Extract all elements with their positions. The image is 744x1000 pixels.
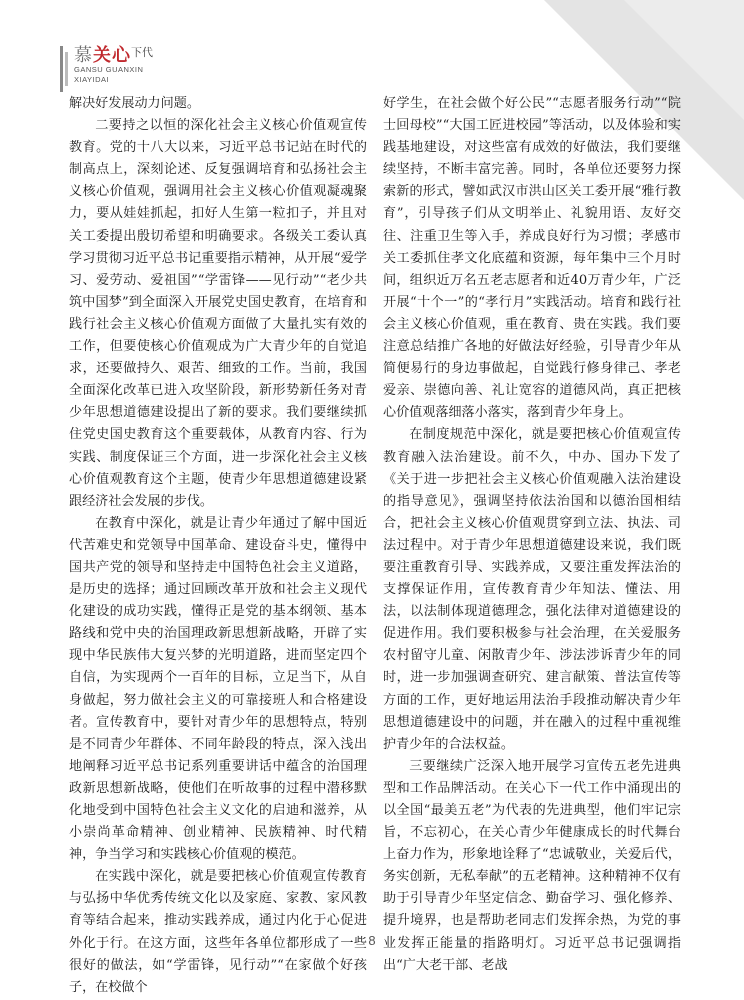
paragraph: 在制度规范中深化，就是要把核心价值观宣传教育融入法治建设。前不久，中办、国办下发了《关于进一步把社会主义核心价值观融入法治建设的指导意见》，强调坚持依法治国和以德治国相结合，把社会主义核心价值观贯穿到立法、执法、司法过程中。对于青少年思想道德建设来说，我们既要注重教育引导、实践养成，又要注重发挥法治的支撑保证作用，宣传教育青少年知法、懂法、用法，以法制体现道德理念，强化法律对道德建设的促进作用。我们要积极参与社会治理，在关爱服务农村留守儿童、闲散青少年、涉法涉诉青少年的同时，进一步加强调查研究、建言献策、普法宣传等方面的工作，更好地运用法治手段推动解决青少年思想道德建设中的问题，并在融入的过程中重视维护青少年的合法权益。	[383, 427, 681, 752]
logo-bar-icon	[58, 46, 72, 92]
magazine-logo	[58, 42, 198, 96]
logo-chinese	[74, 42, 153, 67]
paragraph: 在教育中深化，就是让青少年通过了解中国近代苦难史和党领导中国革命、建设奋斗史，懂得中国共产党的领导和坚持走中国特色社会主义道路，是历史的选择；通过回顾改革开放和社会主义现代化建设的成功实践，懂得正是党的基本纲领、基本路线和党中央的治国理政新思想新战略，开辟了实现中华民族伟大复兴梦的光明道路，进而坚定四个自信，为实现两个一百年的目标，立足当下，从自身做起，努力做社会主义的可靠接班人和合格建设者。宣传教育中，要针对青少年的思想特点，特别是不同青少年群体、不同年龄段的特点，深入浅出地阐释习近平总书记系列重要讲话中蕴含的治国理政新思想新战略，使他们在听故事的过程中潜移默化地受到中国特色社会主义文化的启迪和滋养，从小崇尚革命精神、创业精神、民族精神、时代精神，争当学习和实践核心价值观的模范。	[69, 515, 367, 863]
right-column	[383, 93, 681, 977]
logo-char: 关	[93, 45, 112, 66]
page-number: 8	[368, 933, 376, 948]
paragraph: 好学生，在社会做个好公民”“志愿者服务行动”“院士回母校”“大国工匠进校园”等活动，以及体验和实践基地建设，对这些富有成效的好做法，我们要继续坚持，不断丰富完善。同时，各单位还要努力探索新的形式，譬如武汉市洪山区关工委开展“雅行教育”，引导孩子们从文明举止、礼貌用语、友好交往、注重卫生等入手，养成良好行为习惯；孝感市关工委抓住孝文化底蕴和资源，每年集中三个月时间，组织近万名五老志愿者和近40万青少年，广泛开展“十个一”的“孝行月”实践活动。培育和践行社会主义核心价值观，重在教育、贵在实践。我们要注意总结推广各地的好做法好经验，引导青少年从简便易行的身边事做起，自觉践行修身律己、孝老爱亲、崇德向善、礼让宽容的道德风尚，真正把核心价值观落细落小落实，落到青少年身上。	[383, 96, 681, 421]
logo-char: 慕	[74, 45, 93, 66]
logo-pinyin-line-2: XIAYIDAI	[74, 75, 110, 84]
logo-char: 下	[131, 46, 142, 59]
paragraph: 解决好发展动力问题。	[69, 96, 200, 111]
logo-pinyin-line-1: GANSU GUANXIN	[74, 65, 144, 74]
logo-pinyin	[74, 65, 143, 85]
logo-char: 代	[142, 46, 153, 59]
paragraph: 三要继续广泛深入地开展学习宣传五老先进典型和工作品牌活动。在关心下一代工作中涌现出的以全国“最美五老”为代表的先进典型，他们牢记宗旨，不忘初心，在关心青少年健康成长的时代舞台上奋力作为，形象地诠释了“忠诚敬业，关爱后代，务实创新，无私奉献”的五老精神。这种精神不仅有助于引导青少年坚定信念、勤奋学习、强化修养、提升境界，也是帮助老同志们发挥余热，为党的事业发挥正能量的指路明灯。习近平总书记强调指出“广大老干部、老战	[383, 758, 681, 973]
paragraph: 在实践中深化，就是要把核心价值观宣传教育与弘扬中华优秀传统文化以及家庭、家教、家风教育等结合起来，推动实践养成，通过内化于心促进外化于行。在这方面，这些年各单位都形成了一些很好的做法，如“学雷锋，见行动”“在家做个好孩子，在校做个	[69, 869, 367, 995]
paragraph: 二要持之以恒的深化社会主义核心价值观宣传教育。党的十八大以来，习近平总书记站在时代的制高点上，深刻论述、反复强调培育和弘扬社会主义核心价值观，强调用社会主义核心价值观凝魂聚力，要从娃娃抓起，扣好人生第一粒扣子，并且对关工委提出殷切希望和明确要求。各级关工委认真学习贯彻习近平总书记重要指示精神，从开展“爱学习、爱劳动、爱祖国”“学雷锋——见行动”“老少共筑中国梦”到全面深入开展党史国史教育，在培育和践行社会主义核心价值观方面做了大量扎实有效的工作，但要使核心价值观成为广大青少年的自觉追求，还要做持久、艰苦、细致的工作。当前，我国全面深化改革已进入攻坚阶段，新形势新任务对青少年思想道德建设提出了新的要求。我们要继续抓住党史国史教育这个重要载体，从教育内容、行为实践、制度保证三个方面，进一步深化社会主义核心价值观教育这个主题，使青少年思想道德建设紧跟经济社会发展的步伐。	[69, 118, 367, 509]
logo-char: 心	[112, 45, 131, 66]
left-column	[69, 93, 367, 999]
